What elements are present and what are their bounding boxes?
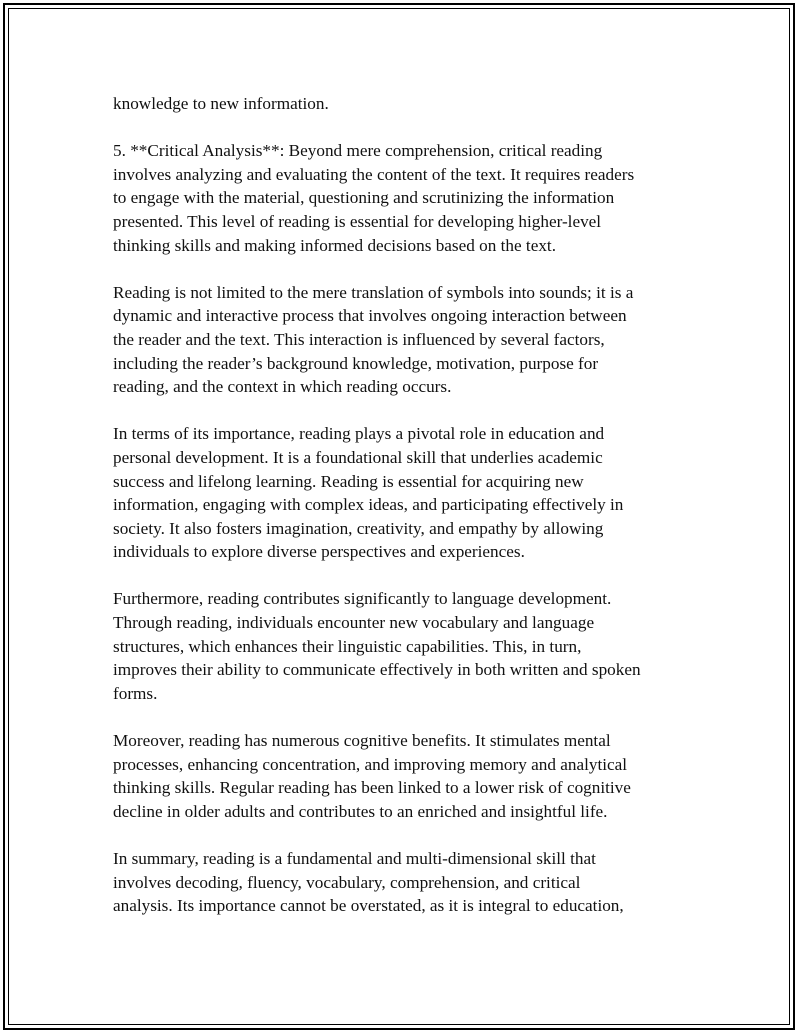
paragraph-continuation: knowledge to new information. bbox=[113, 94, 329, 113]
paragraph-reading-process: Reading is not limited to the mere translation of symbols into sounds; it is a dynamic and interactive process that involves ongoing interaction between the reader and the text. This interaction is influenced by several factors, including the reader’s background knowledge, motivation, purpose for reading, and the context in which reading occurs. bbox=[113, 282, 634, 397]
paragraph-language-development: Furthermore, reading contributes significantly to language development. Through reading, individuals encounter new vocabulary and language structures, which enhances their linguistic capabilities. This, in turn, improves their ability to communicate effectively in both written and spoken forms. bbox=[113, 589, 641, 703]
paragraph-cognitive-benefits: Moreover, reading has numerous cognitive benefits. It stimulates mental processes, enhancing concentration, and improving memory and analytical thinking skills. Regular reading has been linked to a lower risk of cognitive decline in older adults and contributes to an enriched and insightful life. bbox=[113, 731, 631, 821]
paragraph-summary: In summary, reading is a fundamental and multi-dimensional skill that involves decoding, fluency, vocabulary, comprehension, and critical analysis. Its importance cannot be overstated, as it is integral to education, bbox=[113, 849, 624, 916]
paragraph-importance: In terms of its importance, reading plays a pivotal role in education and personal development. It is a foundational skill that underlies academic success and lifelong learning. Reading is essential for acquiring new information, engaging with complex ideas, and participating effectively in society. It also fosters imagination, creativity, and empathy by allowing individuals to explore diverse perspectives and experiences. bbox=[113, 424, 624, 562]
paragraph-critical-analysis: 5. **Critical Analysis**: Beyond mere comprehension, critical reading involves analyzing and evaluating the content of the text. It requires readers to engage with the material, questioning and scrutinizing the information presented. This level of reading is essential for developing higher-level thinking skills and making informed decisions based on the text. bbox=[113, 141, 635, 255]
document-body bbox=[113, 92, 693, 941]
